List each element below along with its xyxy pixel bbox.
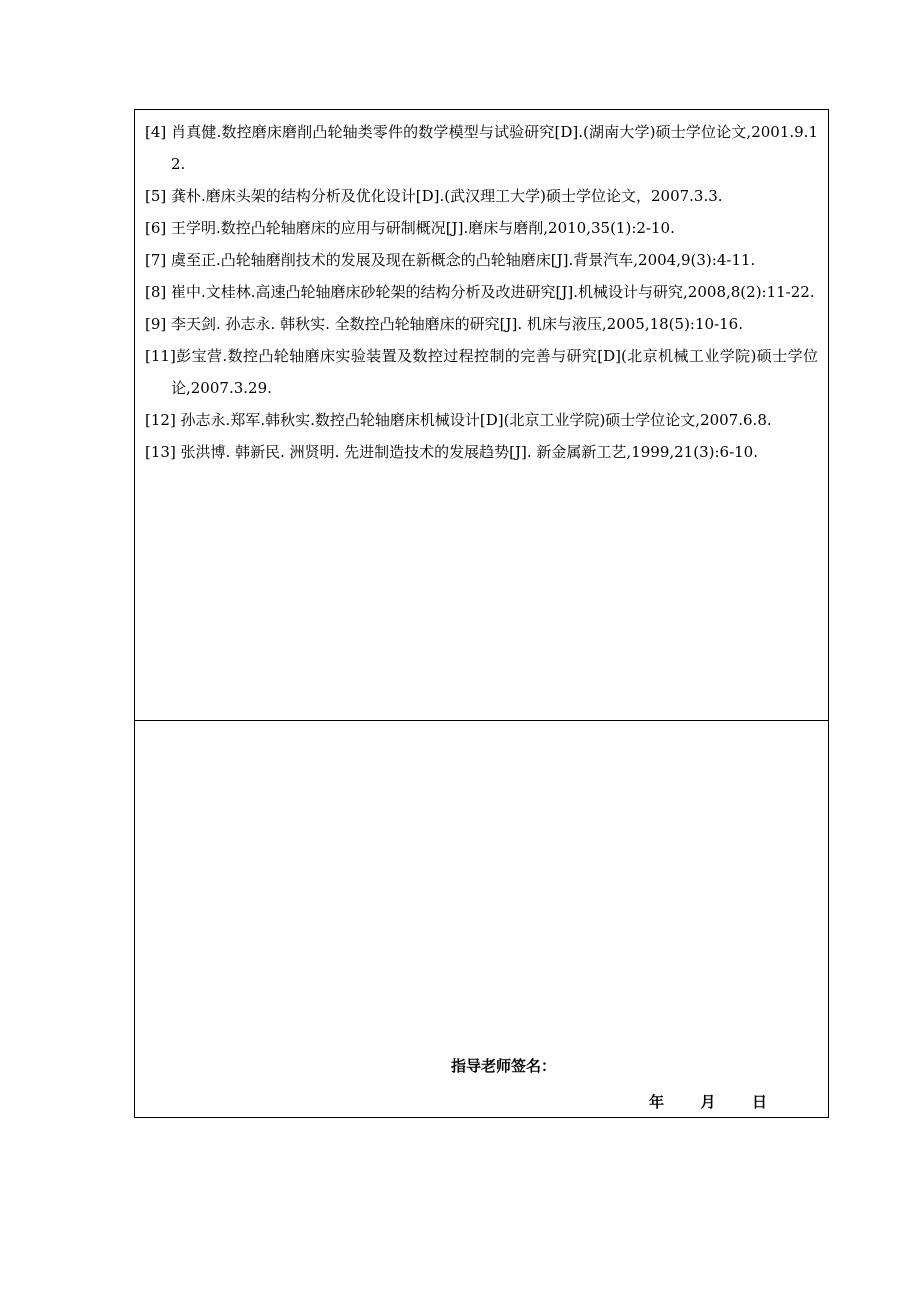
reference-item: [6] 王学明.数控凸轮轴磨床的应用与研制概况[J].磨床与磨削,2010,35(1):2-10. [145,219,675,237]
reference-item: [11]彭宝营.数控凸轮轴磨床实验装置及数控过程控制的完善与研究[D](北京机械工业学院)硕士学位论,2007.3.29. [145,347,818,397]
reference-item: [7] 虞至正.凸轮轴磨削技术的发展及现在新概念的凸轮轴磨床[J].背景汽车,2004,9(3):4-11. [145,251,756,269]
form-table [134,109,829,1118]
reference-item: [4] 肖真健.数控磨床磨削凸轮轴类零件的数学模型与试验研究[D].(湖南大学)硕士学位论文,2001.9.12. [145,123,818,173]
reference-item: [12] 孙志永.郑军.韩秋实.数控凸轮轴磨床机械设计[D](北京工业学院)硕士学位论文,2007.6.8. [145,411,772,429]
reference-item: [8] 崔中.文桂林.高速凸轮轴磨床砂轮架的结构分析及改进研究[J].机械设计与研究,2008,8(2):11-22. [145,283,815,301]
reference-item: [5] 龚朴.磨床头架的结构分析及优化设计[D].(武汉理工大学)硕士学位论文，2007.3.3. [145,187,723,205]
references-cell [135,110,828,721]
reference-item: [9] 李天剑. 孙志永. 韩秋实. 全数控凸轮轴磨床的研究[J]. 机床与液压,2005,18(5):10-16. [145,315,743,333]
date-month-label: 月 [700,1093,716,1111]
reference-item: [13] 张洪博. 韩新民. 洲贤明. 先进制造技术的发展趋势[J]. 新金属新工艺,1999,21(3):6-10. [145,443,758,461]
advisor-comments-cell [135,721,828,1119]
date-year-label: 年 [649,1093,665,1111]
advisor-signature-label: 指导老师签名： [451,1057,557,1075]
signature-date [649,1091,767,1112]
date-day-label: 日 [751,1093,767,1111]
